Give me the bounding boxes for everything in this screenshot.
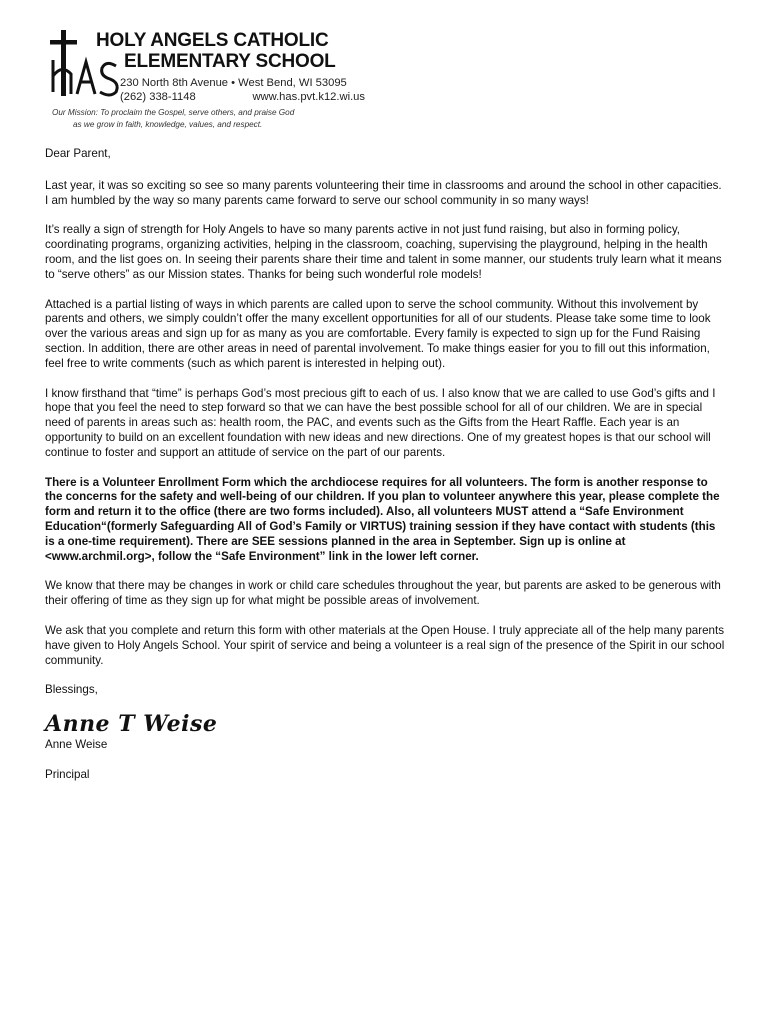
letter-paragraph: I know firsthand that “time” is perhaps God’s most precious gift to each of us. I also know that we are called to use God’s gifts and I hope that you feel the need to step forward so that we can have the best possible school for all of our children. We are in special need of parents in areas such as: health room, the PAC, and events such as the Gifts from the Heart Raffle. Each year is an opportunity to build on an excellent foundation with new ideas and new directions. One of my greatest hopes is that our school will continue to foster and support an attitude of service on the part of our parents.	[45, 386, 716, 459]
letter-paragraph: Last year, it was so exciting so see so many parents volunteering their time in classrooms and around the school in other capacities. I am humbled by the way so many parents came forward to serve our school community in so many ways!	[45, 178, 722, 207]
volunteer-form-notice: There is a Volunteer Enrollment Form which the archdiocese requires for all volunteers. The form is another response to the concerns for the safety and well-being of our children. If you plan to volunteer anywhere this year, please complete the form and return it to the office (there are two forms included). Also, all volunteers MUST attend a “Safe Environment Education“(formerly Safeguarding All of God’s Family or VIRTUS) training session if they have contact with students (this is a one-time requirement). There are SEE sessions planned in the area in September. Sign up is online at <www.archmil.org>, follow the “Safe Environment” link in the lower left corner.	[45, 475, 720, 563]
letter-body	[45, 147, 725, 798]
mission-statement	[52, 107, 294, 131]
letter-closing: Blessings,	[45, 683, 98, 697]
signer-name: Anne Weise	[45, 738, 108, 752]
school-name-line1: HOLY ANGELS CATHOLIC	[96, 30, 329, 51]
school-address: 230 North 8th Avenue • West Bend, WI 53095	[120, 77, 347, 89]
mission-line1: Our Mission: To proclaim the Gospel, serve others, and praise God	[52, 108, 295, 117]
letter-paragraph: It’s really a sign of strength for Holy Angels to have so many parents active in not just fund raising, but also in forming policy, coordinating programs, organizing activities, helping in the classroom, coaching, supervising the playground, helping in the health room, and the list goes on. In seeing their parents share their time and talent in some manner, our students truly learn what it means to “serve others” as our Mission states. Thanks for being such wonderful role models!	[45, 223, 722, 281]
school-phone: (262) 338-1148	[120, 91, 196, 103]
mission-line2: as we grow in faith, knowledge, values, and respect.	[73, 120, 263, 129]
handwritten-signature: Anne T Weise	[45, 711, 218, 738]
letter-paragraph: Attached is a partial listing of ways in which parents are called upon to serve the school community. Without this involvement by parents and others, we simply couldn’t offer the many excellent opportunities for all of our students. Please take some time to look over the various areas and sign up for as many as you are comfortable. Every family is expected to sign up for the Fund Raising section. In addition, there are other areas in need of parental involvement. To make things easier for you to fill out this information, feel free to write comments (such as which parent is interested in helping out).	[45, 297, 711, 370]
signer-title: Principal	[45, 767, 90, 781]
svg-text:HAS: HAS	[84, 105, 87, 106]
letter-paragraph: We ask that you complete and return this form with other materials at the Open House. I truly appreciate all of the help many parents have given to Holy Angels School. Your spirit of service and being a volunteer is a real sign of the presence of the Spirit in our school community.	[45, 623, 725, 667]
letter-greeting: Dear Parent,	[45, 147, 111, 160]
school-name-line2: ELEMENTARY SCHOOL	[124, 51, 336, 72]
school-website: www.has.pvt.k12.wi.us	[252, 91, 365, 103]
school-name	[96, 30, 336, 72]
letter-paragraph: We know that there may be changes in work or child care schedules throughout the year, but parents are asked to be generous with their offering of time as they sign up for what might be possible areas of involvement.	[45, 579, 721, 608]
school-contact-block	[120, 76, 365, 104]
